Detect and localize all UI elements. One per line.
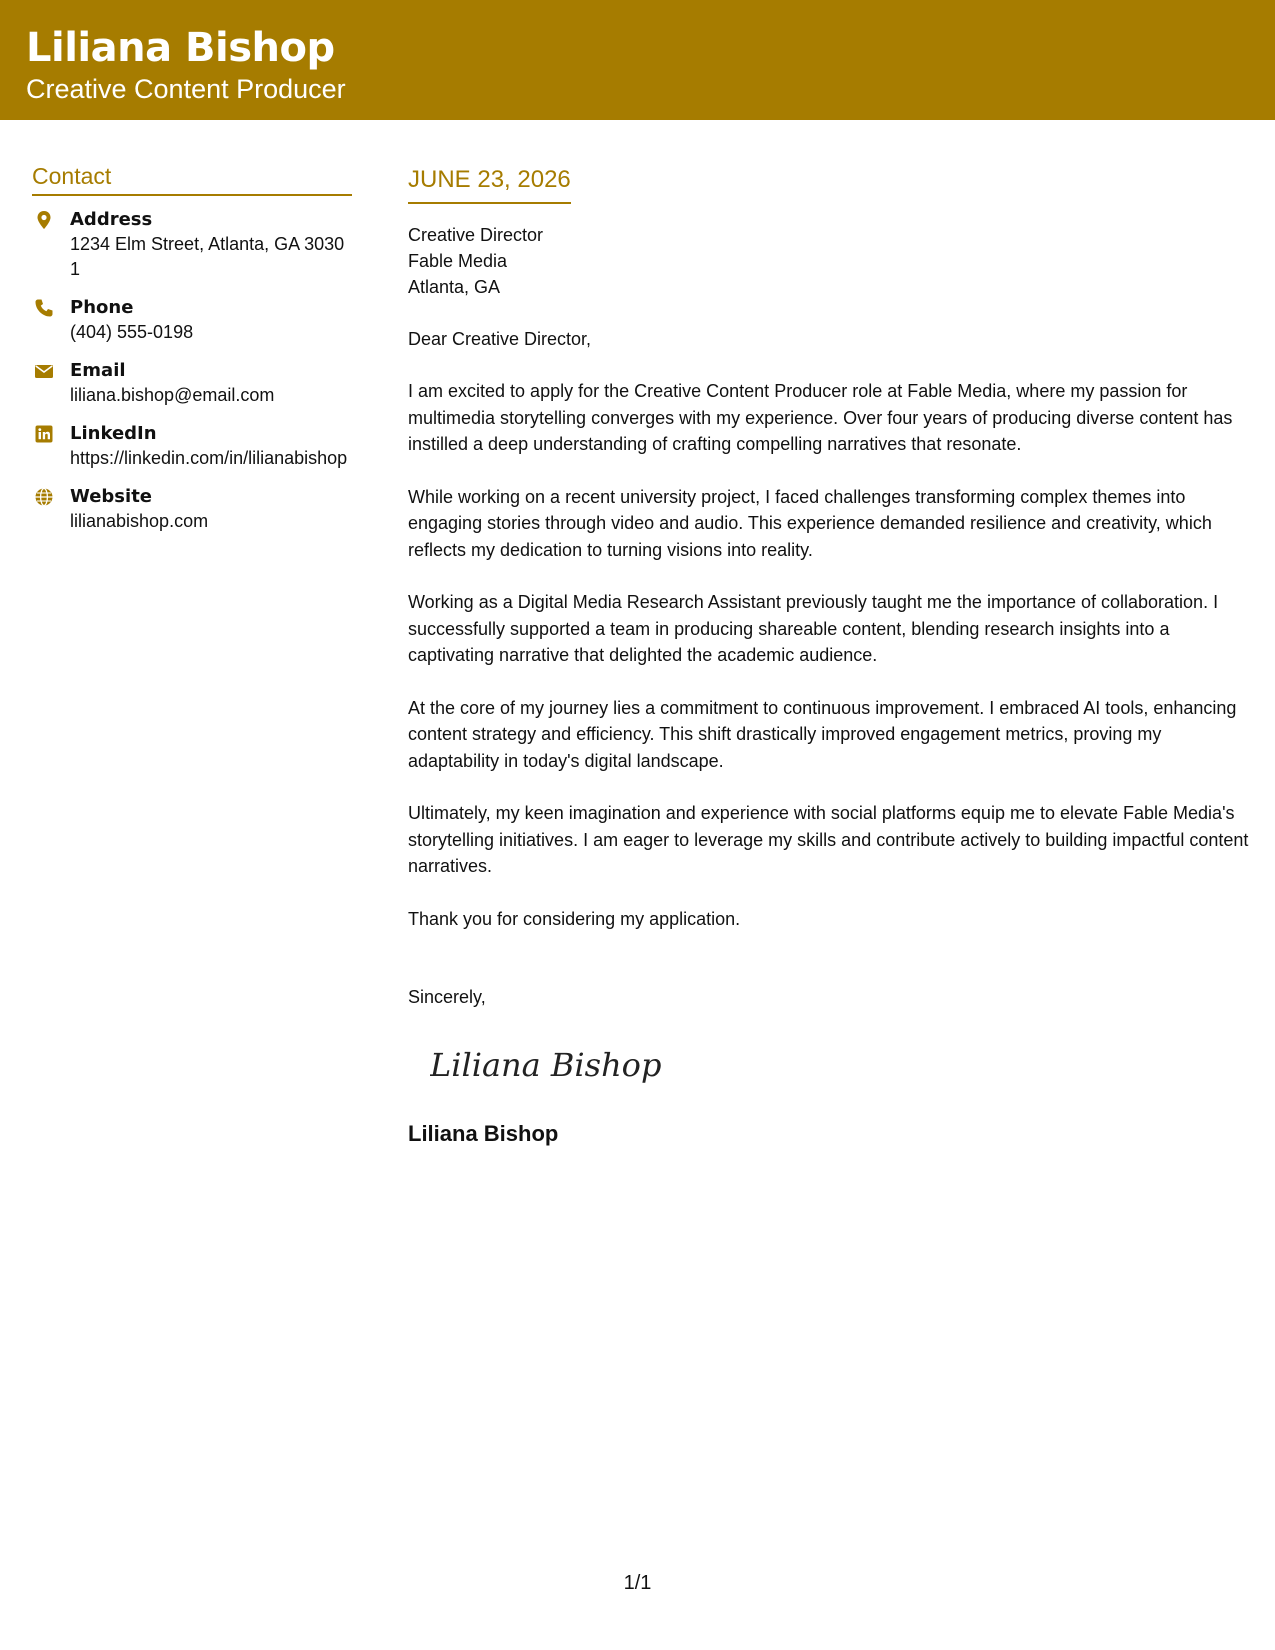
contact-item-address bbox=[32, 208, 352, 282]
phone-icon bbox=[34, 298, 54, 318]
contact-value: (404) 555-0198 bbox=[70, 322, 194, 342]
letter-paragraph: I am excited to apply for the Creative Content Producer role at Fable Media, where my passion for multimedia storytelling converges with my experience. Over four years of producing diverse content has instilled a deep understanding of crafting compelling narratives that resonate. bbox=[408, 381, 1233, 454]
contact-value: liliana.bishop@email.com bbox=[70, 385, 275, 405]
letter-paragraph: While working on a recent university project, I faced challenges transforming complex themes into engaging stories through video and audio. This experience demanded resilience and creativity, which reflects my dedication to turning visions into reality. bbox=[408, 486, 1212, 560]
globe-icon bbox=[34, 487, 54, 507]
map-pin-icon bbox=[34, 210, 54, 230]
contact-value: lilianabishop.com bbox=[70, 511, 209, 531]
contact-value: https://linkedin.com/in/lilianabishop bbox=[70, 448, 348, 468]
contact-item-website bbox=[32, 485, 352, 534]
page-indicator: 1/1 bbox=[623, 1572, 652, 1594]
letter-body bbox=[408, 164, 1253, 1148]
signature-text: Liliana Bishop bbox=[430, 1046, 662, 1084]
contact-value: 1234 Elm Street, Atlanta, GA 30301 bbox=[70, 234, 345, 279]
contact-item-email bbox=[32, 359, 352, 408]
contact-label: LinkedIn bbox=[70, 423, 157, 444]
handwritten-signature bbox=[430, 1038, 1253, 1094]
signer-name: Liliana Bishop bbox=[408, 1121, 559, 1146]
contact-item-linkedin bbox=[32, 422, 352, 471]
applicant-name: Liliana Bishop bbox=[26, 25, 335, 71]
recipient-title: Creative Director bbox=[408, 225, 544, 245]
recipient-company: Fable Media bbox=[408, 251, 508, 271]
contact-list bbox=[32, 208, 352, 534]
contact-item-phone bbox=[32, 296, 352, 345]
letter-date: JUNE 23, 2026 bbox=[408, 164, 571, 204]
linkedin-icon bbox=[34, 424, 54, 444]
salutation: Dear Creative Director, bbox=[408, 329, 592, 349]
contact-label: Address bbox=[70, 209, 153, 230]
letter-paragraph: At the core of my journey lies a commitment to continuous improvement. I embraced AI tools, enhancing content strategy and efficiency. This shift drastically improved engagement metrics, proving my adaptability in today's digital landscape. bbox=[408, 697, 1237, 771]
envelope-icon bbox=[34, 361, 54, 381]
letter-closing: Sincerely, bbox=[408, 987, 486, 1007]
letter-paragraph: Thank you for considering my application. bbox=[408, 908, 741, 929]
contact-label: Email bbox=[70, 360, 126, 381]
recipient-location: Atlanta, GA bbox=[408, 277, 501, 297]
contact-sidebar bbox=[32, 162, 352, 548]
header-banner bbox=[0, 0, 1275, 120]
recipient-block bbox=[408, 222, 1253, 300]
applicant-job-title: Creative Content Producer bbox=[26, 74, 346, 104]
letter-paragraph: Working as a Digital Media Research Assistant previously taught me the importance of collaboration. I successfully supported a team in producing shareable content, blending research insights into a captivating narrative that delighted the academic audience. bbox=[408, 592, 1219, 665]
contact-section-title: Contact bbox=[32, 162, 352, 196]
contact-label: Phone bbox=[70, 297, 134, 318]
contact-label: Website bbox=[70, 486, 153, 507]
letter-paragraph: Ultimately, my keen imagination and experience with social platforms equip me to elevate Fable Media's storytelling initiatives. I am eager to leverage my skills and contribute actively to building impactful content narratives. bbox=[408, 803, 1249, 876]
